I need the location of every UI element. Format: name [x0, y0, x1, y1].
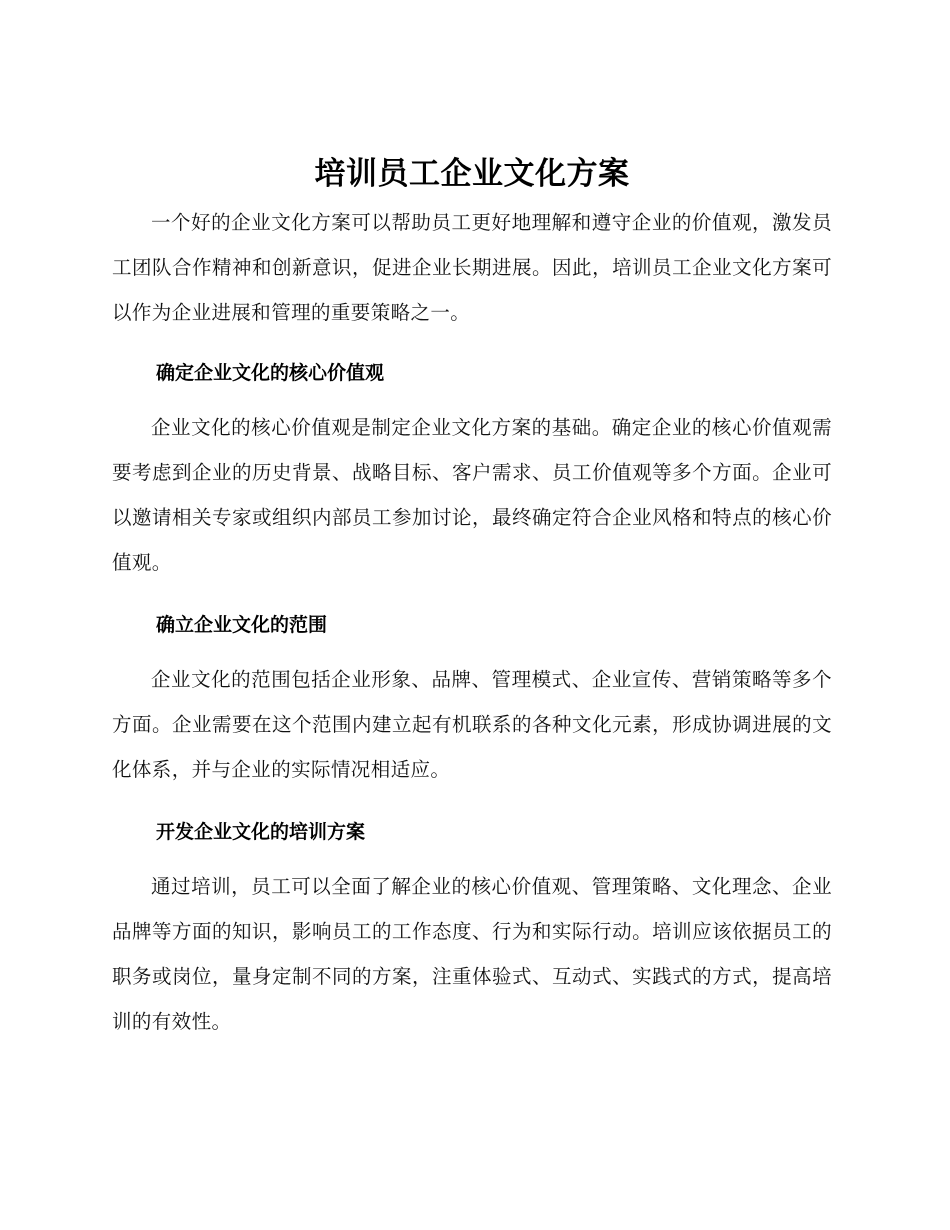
section-body-training-plan: 通过培训，员工可以全面了解企业的核心价值观、管理策略、文化理念、企业品牌等方面的知识，影响员工的工作态度、行为和实际行动。培训应该依据员工的职务或岗位，量身定制不同的方案，注重体验式、互动式、实践式的方式，提高培训的有效性。 — [112, 875, 832, 1033]
section-heading-training-plan: 开发企业文化的培训方案 — [156, 821, 366, 843]
section-heading-core-values: 确定企业文化的核心价值观 — [156, 362, 385, 384]
section-body-scope: 企业文化的范围包括企业形象、品牌、管理模式、企业宣传、营销策略等多个方面。企业需要在这个范围内建立起有机联系的各种文化元素，形成协调进展的文化体系，并与企业的实际情况相适应。 — [112, 668, 832, 781]
section-heading-scope: 确立企业文化的范围 — [156, 614, 328, 636]
page-title: 培训员工企业文化方案 — [314, 156, 630, 192]
section-body-core-values: 企业文化的核心价值观是制定企业文化方案的基础。确定企业的核心价值观需要考虑到企业的历史背景、战略目标、客户需求、员工价值观等多个方面。企业可以邀请相关专家或组织内部员工参加讨论，最终确定符合企业风格和特点的核心价值观。 — [112, 416, 832, 574]
document-body — [112, 148, 832, 1044]
intro-paragraph: 一个好的企业文化方案可以帮助员工更好地理解和遵守企业的价值观，激发员工团队合作精神和创新意识，促进企业长期进展。因此，培训员工企业文化方案可以作为企业进展和管理的重要策略之一。 — [112, 211, 832, 324]
